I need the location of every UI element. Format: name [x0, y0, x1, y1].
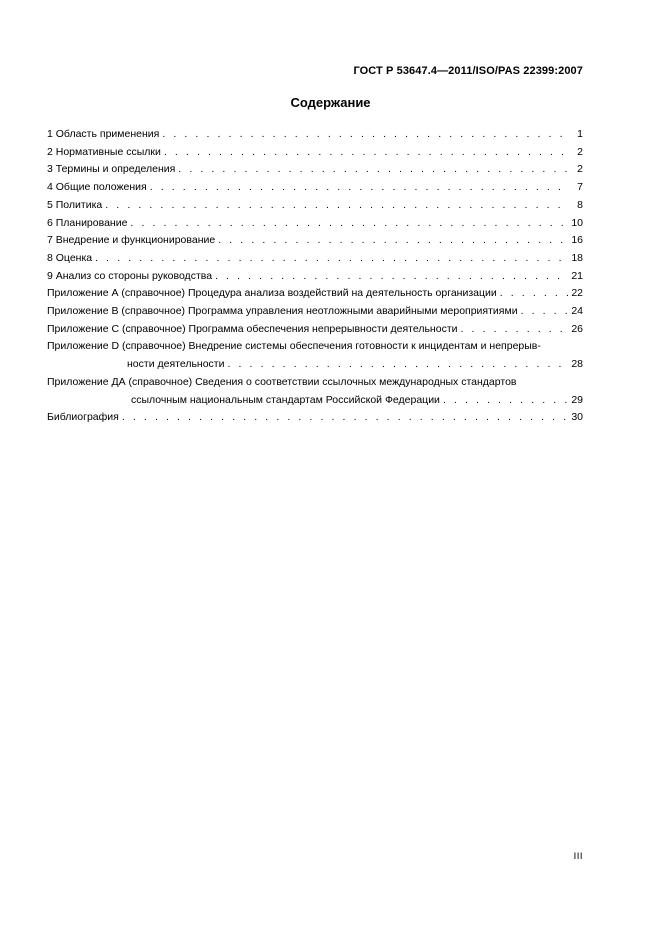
dot-leader — [443, 392, 568, 410]
toc-entry[interactable] — [47, 197, 583, 215]
toc-entry[interactable] — [47, 215, 583, 233]
toc-entry-page: 26 — [571, 322, 583, 335]
toc-entry-label: 3 Термины и определения — [47, 163, 176, 176]
dot-leader — [150, 179, 568, 197]
toc-entry-page: 10 — [571, 216, 583, 229]
toc-entry-annex-c[interactable] — [47, 321, 583, 339]
toc-entry-label: 7 Внедрение и функционирование — [47, 234, 216, 247]
toc-entry-annex-b[interactable] — [47, 303, 583, 321]
toc-entry-page: 22 — [571, 287, 583, 300]
toc-entry-label: Приложение В (справочное) Программа управления неотложными аварийными мероприятиями — [47, 305, 518, 318]
dot-leader — [95, 250, 568, 268]
toc-entry-label: 2 Нормативные ссылки — [47, 145, 161, 158]
dot-leader — [461, 321, 569, 339]
toc-entry-page: 21 — [571, 269, 583, 282]
toc-entry-page: 29 — [571, 393, 583, 406]
toc-entry-label: 9 Анализ со стороны руководства — [47, 269, 213, 282]
toc-entry-continuation — [47, 356, 583, 374]
toc-entry-label: Приложение С (справочное) Программа обеспечения непрерывности деятельности — [47, 322, 458, 335]
toc-entry[interactable] — [47, 161, 583, 179]
dot-leader — [500, 285, 568, 303]
dot-leader — [215, 268, 568, 286]
dot-leader — [122, 409, 568, 427]
toc-entry-page: 28 — [571, 358, 583, 371]
toc-entry-bibliography[interactable] — [47, 409, 583, 427]
toc-entry-page: 2 — [577, 163, 583, 176]
toc-entry-label: 5 Политика — [47, 198, 103, 211]
table-of-contents — [47, 126, 583, 427]
toc-title: Содержание — [290, 95, 371, 110]
toc-entry-label-line2: ности деятельности — [127, 358, 225, 371]
toc-entry-page: 8 — [577, 198, 583, 211]
dot-leader — [105, 197, 568, 215]
dot-leader — [162, 126, 568, 144]
standard-designation: ГОСТ Р 53647.4—2011/ISO/PAS 22399:2007 — [353, 65, 583, 77]
toc-entry[interactable] — [47, 268, 583, 286]
dot-leader — [164, 144, 568, 162]
toc-entry-annex-da[interactable] — [47, 374, 583, 409]
toc-entry-label: 6 Планирование — [47, 216, 128, 229]
toc-entry-page: 2 — [577, 145, 583, 158]
toc-entry[interactable] — [47, 126, 583, 144]
dot-leader — [521, 303, 568, 321]
toc-entry-page: 24 — [571, 305, 583, 318]
toc-entry-label: 4 Общие положения — [47, 181, 147, 194]
toc-entry-label-line1: Приложение ДА (справочное) Сведения о соответствии ссылочных международных стандартов — [47, 375, 517, 388]
toc-entry[interactable] — [47, 144, 583, 162]
toc-entry-label: 8 Оценка — [47, 251, 93, 264]
toc-entry[interactable] — [47, 179, 583, 197]
toc-entry-annex-d[interactable] — [47, 338, 583, 373]
toc-entry-label: Библиография — [47, 411, 119, 424]
toc-entry-label-line2: ссылочным национальным стандартам Российской Федерации — [131, 393, 440, 406]
toc-entry-page: 30 — [571, 411, 583, 424]
dot-leader — [218, 232, 568, 250]
toc-entry-page: 1 — [577, 128, 583, 140]
toc-entry-label: 1 Область применения — [47, 128, 160, 140]
toc-entry-label: Приложение А (справочное) Процедура анализа воздействий на деятельность организации — [47, 287, 497, 300]
toc-entry-annex-a[interactable] — [47, 285, 583, 303]
toc-entry-page: 7 — [577, 181, 583, 194]
toc-entry-page: 18 — [571, 251, 583, 264]
toc-entry[interactable] — [47, 250, 583, 268]
dot-leader — [227, 356, 568, 374]
toc-entry-continuation — [47, 392, 583, 410]
toc-entry-label-line1: Приложение D (справочное) Внедрение системы обеспечения готовности к инцидентам и непрерыв- — [47, 340, 541, 353]
dot-leader — [178, 161, 568, 179]
toc-entry-page: 16 — [571, 234, 583, 247]
toc-entry[interactable] — [47, 232, 583, 250]
dot-leader — [130, 215, 568, 233]
page-number: III — [573, 851, 583, 862]
